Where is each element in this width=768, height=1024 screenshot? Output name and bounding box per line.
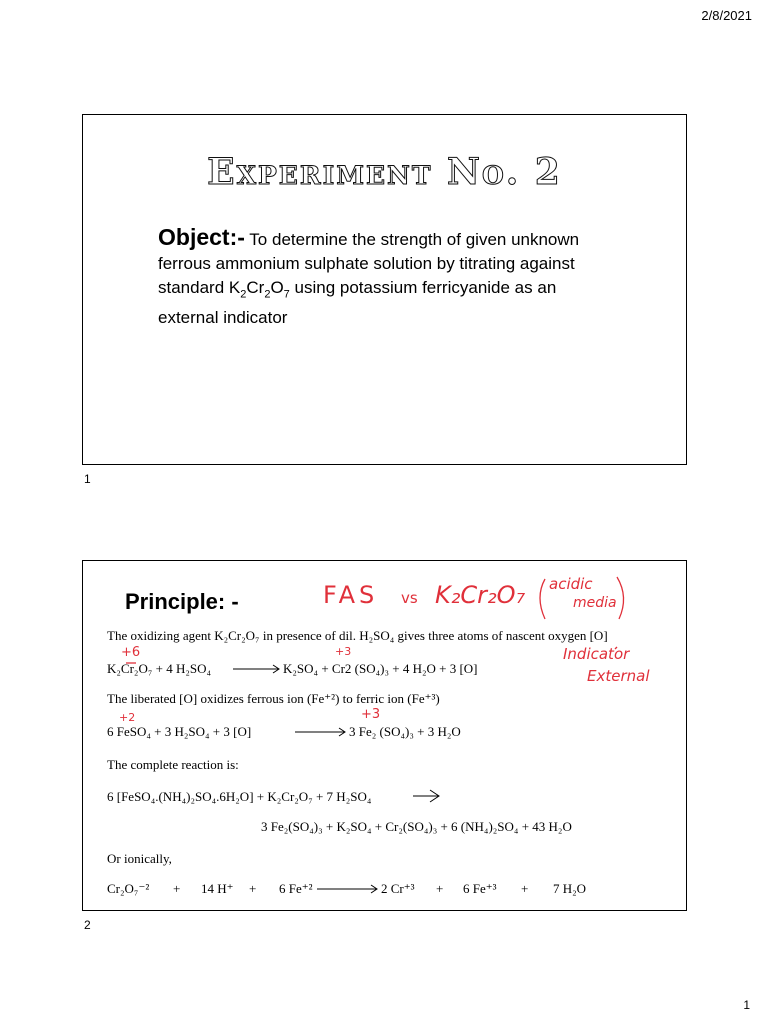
annotation-indicator: Indicator xyxy=(563,645,630,663)
annotation-open-paren xyxy=(540,579,545,619)
page-number: 1 xyxy=(743,998,750,1012)
ionic-plus-2: + xyxy=(249,881,257,896)
equation-2-right: 3 Fe₂ (SO₄)₃ + 3 H₂O xyxy=(349,724,461,739)
annotation-dot xyxy=(615,647,617,649)
annotation-strokes xyxy=(83,561,686,910)
ionic-plus-1: + xyxy=(173,881,181,896)
slide-1 xyxy=(82,114,687,465)
equation-3-right: 3 Fe₂(SO₄)₃ + K₂SO₄ + Cr₂(SO₄)₃ + 6 (NH₄)₂SO₄ + 43 H₂O xyxy=(261,819,572,834)
object-paragraph: Object:- To determine the strength of given unknown ferrous ammonium sulphate solution by titrating against standard $K_2Cr_2O_7$ using potassium ferricyanide as an external indicator xyxy=(158,224,580,328)
annotation-k2cr2o7: K₂Cr₂O₇ xyxy=(435,581,526,609)
ionic-term-5: 6 Fe⁺³ xyxy=(463,881,497,896)
annotation-ox-plus3-a: +3 xyxy=(335,645,352,658)
annotation-ox-plus3-b: +3 xyxy=(361,707,381,722)
slide-1-number: 1 xyxy=(84,472,91,486)
principle-title: Principle: - xyxy=(125,589,239,614)
annotation-external: External xyxy=(587,667,650,685)
equation-1-left: K₂Cr₂O₇ + 4 H₂SO₄ xyxy=(107,661,212,676)
ionic-plus-3: + xyxy=(436,881,444,896)
ionic-term-6: 7 H₂O xyxy=(553,881,587,896)
principle-line-4: Or ionically, xyxy=(107,851,172,866)
equation-3-left: 6 [FeSO₄.(NH₄)₂SO₄.6H₂O] + K₂Cr₂O₇ + 7 H₂SO₄ xyxy=(107,789,372,804)
slide-2-number: 2 xyxy=(84,918,91,932)
annotation-media: media xyxy=(573,595,617,611)
ionic-term-3: 6 Fe⁺² xyxy=(279,881,313,896)
principle-line-1: The oxidizing agent K₂Cr₂O₇ in presence of dil. H₂SO₄ gives three atoms of nascent oxygen [O] xyxy=(107,628,608,643)
experiment-title: Experiment No. 2 xyxy=(207,151,562,193)
equation-1-right: K₂SO₄ + Cr2 (SO₄)₃ + 4 H₂O + 3 [O] xyxy=(283,661,478,676)
ionic-plus-4: + xyxy=(521,881,529,896)
annotation-vs: vs xyxy=(401,589,418,607)
annotation-ox-plus2: +2 xyxy=(119,711,136,724)
equation-2-left: 6 FeSO₄ + 3 H₂SO₄ + 3 [O] xyxy=(107,724,252,739)
ionic-term-4: 2 Cr⁺³ xyxy=(381,881,415,896)
ionic-term-2: 14 H⁺ xyxy=(201,881,234,896)
slide-2 xyxy=(82,560,687,911)
object-text-a: To determine the strength of given unknown ferrous ammonium sulphate solution by titrating against standard K xyxy=(158,230,580,297)
object-label: Object:- xyxy=(158,224,245,250)
annotation-fas: FAS xyxy=(323,581,379,609)
document-date: 2/8/2021 xyxy=(701,8,752,23)
ionic-term-1: Cr₂O₇⁻² xyxy=(107,881,150,896)
object-text-b: using potassium ferricyanide as an external indicator xyxy=(158,278,557,328)
annotation-acidic: acidic xyxy=(549,575,593,593)
annotation-ox-plus6: +6 xyxy=(121,645,141,660)
principle-line-2: The liberated [O] oxidizes ferrous ion (Fe⁺²) to ferric ion (Fe⁺³) xyxy=(107,691,440,706)
annotation-close-paren xyxy=(617,577,624,619)
principle-line-3: The complete reaction is: xyxy=(107,757,239,772)
